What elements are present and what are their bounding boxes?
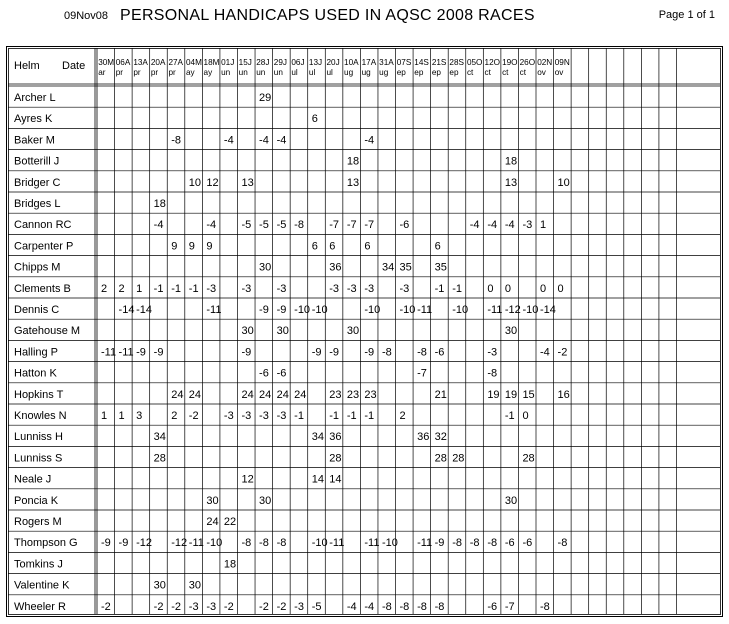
race-date-label: 21S	[431, 58, 447, 67]
handicap-cell: -8	[540, 600, 550, 613]
handicap-cell: -14	[136, 304, 153, 316]
helm-name: Lunniss H	[14, 431, 63, 444]
helm-name: Lunniss S	[14, 452, 63, 465]
handicap-cell: -7	[417, 367, 427, 380]
handicap-cell: -10	[522, 304, 539, 316]
handicap-cell: 19	[504, 388, 518, 401]
handicap-cell: -3	[188, 600, 199, 613]
helm-name: Knowles N	[14, 410, 67, 422]
helm-name: Gatehouse M	[14, 325, 81, 338]
handicap-cell: -1	[294, 410, 304, 422]
handicap-cell: -1	[346, 410, 357, 422]
helm-name: Clements B	[14, 282, 71, 295]
helm-name: Thompson G	[14, 537, 78, 550]
race-date-label: 28J	[256, 58, 270, 67]
race-date-label: ep	[414, 68, 424, 77]
handicap-cell: 24	[171, 388, 184, 401]
handicap-cell: 9	[171, 240, 178, 253]
handicap-cell: -6	[434, 346, 445, 359]
handicap-cell: -7	[504, 600, 515, 613]
handicap-cell: 35	[434, 261, 447, 274]
handicap-cell: -3	[276, 282, 287, 295]
handicap-cell: 12	[241, 473, 254, 486]
handicap-cell: -8	[241, 537, 252, 550]
handicap-cell: -9	[118, 537, 129, 550]
handicap-cell: -8	[171, 134, 182, 147]
handicap-cell: 1	[540, 219, 547, 232]
handicap-cell: -10	[294, 304, 311, 316]
handicap-cell: 30	[504, 494, 518, 507]
handicap-cell: -3	[399, 282, 410, 295]
handicap-cell: -4	[504, 219, 515, 232]
race-date-label: 17A	[361, 58, 377, 67]
handicap-cell: 30	[259, 494, 272, 507]
handicap-cell: 24	[294, 388, 307, 401]
handicap-cell: 24	[241, 388, 254, 401]
race-date-label: 06A	[115, 58, 131, 67]
handicap-cell: 36	[329, 261, 342, 274]
handicap-cell: -8	[434, 600, 445, 613]
race-date-label: 01J	[221, 58, 235, 67]
helm-header: Helm	[14, 60, 40, 72]
handicap-cell: -3	[276, 410, 287, 422]
handicap-cell: -6	[487, 600, 498, 613]
handicap-cell: -3	[329, 282, 340, 295]
handicap-cell: -1	[452, 282, 462, 295]
handicap-cell: 24	[206, 516, 219, 528]
handicap-cell: -12	[171, 537, 188, 550]
helm-name: Baker M	[14, 134, 55, 147]
helm-name: Botterill J	[14, 155, 60, 168]
handicap-cell: 36	[329, 431, 342, 444]
handicap-cell: -3	[241, 410, 252, 422]
handicap-cell: 0	[487, 282, 494, 295]
handicap-cell: 22	[223, 516, 237, 528]
handicap-cell: -14	[540, 304, 556, 316]
handicap-cell: -3	[259, 410, 269, 422]
race-date-label: pr	[150, 68, 159, 77]
handicap-cell: -10	[311, 304, 328, 316]
handicap-cell: 30	[206, 494, 219, 507]
handicap-cell: -1	[329, 410, 340, 422]
handicap-cell: -4	[223, 134, 234, 147]
handicap-cell: -8	[469, 537, 480, 550]
handicap-cell: -4	[153, 219, 164, 232]
race-date-label: ct	[466, 68, 474, 77]
race-date-label: ay	[186, 68, 195, 77]
handicap-cell: 13	[241, 176, 254, 189]
handicap-cell: 28	[522, 452, 535, 465]
handicap-cell: -2	[223, 600, 234, 613]
helm-name: Bridger C	[14, 176, 61, 189]
handicap-cell: -8	[381, 346, 392, 359]
race-date-label: 30M	[98, 58, 115, 67]
handicap-cell: 6	[311, 240, 318, 253]
race-date-label: ug	[361, 68, 371, 77]
handicap-cell: -1	[171, 282, 182, 295]
handicap-cell: 24	[276, 388, 289, 401]
race-date-label: ct	[519, 68, 527, 77]
handicap-cell: -1	[504, 410, 515, 422]
handicap-cell: -4	[206, 219, 217, 232]
handicap-cell: 2	[118, 282, 125, 295]
handicap-cell: -9	[241, 346, 252, 359]
handicap-cell: -3	[223, 410, 234, 422]
helm-name: Valentine K	[14, 579, 70, 592]
handicap-cell: -11	[417, 304, 433, 316]
handicap-cell: 0	[522, 410, 529, 422]
handicap-cell: -8	[276, 537, 287, 550]
handicap-cell: -10	[452, 304, 469, 316]
handicap-cell: 36	[417, 431, 430, 444]
handicap-cell: -6	[259, 367, 269, 380]
handicap-cell: 18	[223, 558, 237, 571]
race-date-label: 28S	[449, 58, 464, 67]
race-date-label: ov	[537, 68, 546, 77]
handicap-cell: 14	[311, 473, 324, 486]
handicap-cell: 30	[241, 325, 254, 338]
handicap-cell: 6	[311, 113, 318, 126]
handicap-cell: -4	[487, 219, 498, 232]
table-border-inner	[9, 49, 721, 615]
helm-name: Halling P	[14, 346, 59, 359]
race-date-label: 13A	[133, 58, 148, 67]
race-date-label: 19O	[502, 58, 518, 67]
handicap-cell: -5	[259, 219, 269, 232]
page-indicator: Page 1 of 1	[658, 9, 715, 21]
race-date-label: ct	[484, 68, 491, 77]
handicap-cell: -3	[487, 346, 498, 359]
handicap-cell: 2	[101, 282, 108, 295]
race-date-label: pr	[115, 68, 124, 77]
race-date-label: ct	[502, 68, 509, 77]
handicap-cell: 29	[259, 92, 272, 104]
handicap-cell: -3	[206, 600, 217, 613]
handicap-cell: -10	[381, 537, 398, 550]
date-header: Date	[62, 60, 86, 72]
handicap-cell: -7	[329, 219, 340, 232]
helm-name: Ayres K	[14, 113, 53, 126]
race-date-label: ep	[431, 68, 441, 77]
race-date-label: ep	[449, 68, 459, 77]
handicap-cell: 32	[434, 431, 447, 444]
handicap-cell: -1	[434, 282, 445, 295]
handicap-cell: 28	[329, 452, 342, 465]
handicap-cell: -8	[259, 537, 269, 550]
helm-name: Archer L	[14, 92, 56, 104]
handicap-cell: -9	[276, 304, 287, 316]
handicap-cell: -11	[487, 304, 503, 316]
race-date-label: 05O	[466, 58, 483, 67]
handicap-cell: 30	[153, 579, 166, 592]
handicap-cell: -2	[101, 600, 111, 613]
helm-name: Wheeler R	[14, 600, 66, 613]
handicap-cell: -2	[171, 600, 182, 613]
handicap-cell: -8	[557, 537, 568, 550]
race-date-label: ul	[291, 68, 298, 77]
handicap-cell: 6	[329, 240, 336, 253]
race-date-label: ug	[379, 68, 389, 77]
race-date-label: 27A	[168, 58, 184, 67]
handicap-cell: -12	[504, 304, 521, 316]
handicap-cell: 30	[276, 325, 289, 338]
handicap-cell: 0	[504, 282, 512, 295]
race-date-label: 12O	[484, 58, 501, 67]
handicap-cell: 18	[153, 198, 166, 210]
handicap-cell: -6	[399, 219, 410, 232]
report-header	[0, 0, 729, 40]
handicap-cell: -4	[346, 600, 357, 613]
handicap-cell: -4	[364, 134, 375, 147]
handicap-cell: -4	[276, 134, 287, 147]
handicap-cell: -14	[118, 304, 135, 316]
handicap-cell: -5	[241, 219, 252, 232]
handicap-cell: -3	[206, 282, 217, 295]
helm-name: Hopkins T	[14, 388, 64, 401]
handicap-cell: -11	[188, 537, 204, 550]
handicap-cell: -8	[399, 600, 410, 613]
handicap-cell: 6	[364, 240, 371, 253]
helm-name: Tomkins J	[14, 558, 63, 571]
handicap-cell: 1	[136, 282, 143, 295]
race-date-label: 29J	[273, 58, 288, 67]
handicap-cell: -4	[540, 346, 550, 359]
race-date-label: 14S	[414, 58, 429, 67]
race-date-label: 06J	[291, 58, 305, 67]
handicap-cell: -4	[259, 134, 269, 147]
race-date-label: un	[238, 68, 248, 77]
handicap-cell: 18	[346, 155, 360, 168]
handicap-cell: -9	[101, 537, 111, 550]
handicap-cell: -1	[153, 282, 164, 295]
handicap-cell: -9	[153, 346, 164, 359]
handicap-cell: -4	[364, 600, 375, 613]
race-date-label: un	[256, 68, 266, 77]
race-date-label: 18M	[203, 58, 220, 67]
handicap-cell: -8	[294, 219, 304, 232]
handicap-cell: -9	[329, 346, 340, 359]
handicap-cell: 13	[504, 176, 518, 189]
helm-name: Rogers M	[14, 516, 62, 528]
handicap-cell: 9	[206, 240, 213, 253]
race-date-label: ar	[98, 68, 106, 77]
race-date-label: ug	[344, 68, 354, 77]
handicap-cell: 0	[557, 282, 564, 295]
handicap-cell: -5	[311, 600, 322, 613]
handicap-cell: 6	[434, 240, 441, 253]
handicap-cell: 24	[188, 388, 202, 401]
handicap-cell: 2	[399, 410, 406, 422]
race-date-label: pr	[168, 68, 176, 77]
handicap-cell: -9	[364, 346, 375, 359]
handicap-cell: -3	[346, 282, 357, 295]
handicap-cell: 30	[346, 325, 360, 338]
handicap-cell: -9	[434, 537, 445, 550]
handicap-cell: -1	[188, 282, 199, 295]
race-date-label: 07S	[396, 58, 412, 67]
handicap-cell: -8	[381, 600, 392, 613]
race-date-label: pr	[133, 68, 141, 77]
handicap-cell: -12	[136, 537, 153, 550]
handicap-cell: -11	[364, 537, 380, 550]
handicap-cell: -11	[417, 537, 433, 550]
race-date-label: 20A	[150, 58, 166, 67]
handicap-cell: -3	[364, 282, 375, 295]
helm-name: Poncia K	[14, 494, 59, 507]
handicap-cell: -7	[364, 219, 375, 232]
handicap-cell: 3	[136, 410, 143, 422]
handicap-cell: -9	[311, 346, 322, 359]
handicap-cell: -11	[329, 537, 345, 550]
handicap-cell: -9	[259, 304, 269, 316]
race-date-label: un	[273, 68, 283, 77]
handicap-cell: 2	[171, 410, 178, 422]
report-date: 09Nov08	[64, 10, 109, 22]
helm-name: Hatton K	[14, 367, 57, 380]
handicap-cell: -7	[346, 219, 357, 232]
handicap-cell: 23	[346, 388, 360, 401]
handicap-cell: 24	[259, 388, 272, 401]
race-date-label: 15J	[238, 58, 252, 67]
handicap-cell: -11	[118, 346, 134, 359]
handicap-cell: 34	[381, 261, 395, 274]
handicap-cell: 18	[504, 155, 518, 168]
handicap-cell: 0	[540, 282, 547, 295]
handicap-cell: -4	[469, 219, 480, 232]
handicap-cell: -8	[417, 346, 427, 359]
race-date-label: 26O	[519, 58, 536, 67]
race-date-label: 10A	[344, 58, 359, 67]
handicap-cell: -2	[153, 600, 164, 613]
helm-name: Bridges L	[14, 198, 61, 210]
handicap-cell: -2	[259, 600, 269, 613]
handicap-cell: 10	[188, 176, 202, 189]
handicap-cell: -8	[452, 537, 462, 550]
handicap-cell: 9	[188, 240, 195, 253]
helm-name: Chipps M	[14, 261, 61, 274]
report-title: PERSONAL HANDICAPS USED IN AQSC 2008 RACES	[120, 7, 535, 24]
handicap-cell: -3	[522, 219, 533, 232]
race-date-label: ul	[326, 68, 333, 77]
handicap-cell: -3	[294, 600, 304, 613]
handicap-cell: -11	[101, 346, 117, 359]
handicap-cell: -10	[206, 537, 223, 550]
handicap-cell: -6	[504, 537, 515, 550]
handicap-cell: 14	[329, 473, 342, 486]
race-date-label: 13J	[308, 58, 323, 67]
helm-name: Dennis C	[14, 304, 60, 316]
handicap-cell: -1	[364, 410, 375, 422]
handicap-cell: -6	[276, 367, 287, 380]
handicap-cell: -5	[276, 219, 287, 232]
handicap-cell: 1	[101, 410, 108, 422]
handicap-cell: 15	[522, 388, 535, 401]
handicap-cell: 10	[557, 176, 570, 189]
helm-name: Neale J	[14, 473, 52, 486]
race-date-label: ov	[554, 68, 564, 77]
handicap-cell: -6	[522, 537, 533, 550]
handicap-cell: -2	[188, 410, 199, 422]
handicap-cell: -2	[557, 346, 568, 359]
race-date-label: ul	[308, 68, 316, 77]
handicap-cell: 35	[399, 261, 412, 274]
race-date-label: ay	[203, 68, 213, 77]
handicap-cell: -10	[399, 304, 416, 316]
handicap-cell: 13	[346, 176, 360, 189]
handicap-cell: -8	[417, 600, 427, 613]
handicap-cell: -10	[311, 537, 328, 550]
handicap-cell: -9	[136, 346, 146, 359]
race-date-label: 31A	[379, 58, 394, 67]
handicap-cell: 21	[434, 388, 447, 401]
handicap-cell: 1	[118, 410, 125, 422]
race-date-label: 02N	[537, 58, 553, 67]
handicap-cell: -3	[241, 282, 252, 295]
handicap-cell: 12	[206, 176, 219, 189]
handicap-cell: -2	[276, 600, 287, 613]
handicap-cell: -11	[206, 304, 222, 316]
handicap-cell: -8	[487, 537, 498, 550]
handicap-cell: 23	[329, 388, 342, 401]
race-date-label: ep	[396, 68, 406, 77]
race-date-label: 09N	[554, 58, 570, 67]
handicap-cell: -10	[364, 304, 381, 316]
race-date-label: 04M	[186, 58, 202, 67]
race-date-label: 20J	[326, 58, 340, 67]
race-date-label: un	[221, 68, 231, 77]
handicap-cell: 28	[153, 452, 166, 465]
handicap-cell: 19	[487, 388, 500, 401]
handicap-cell: 34	[311, 431, 324, 444]
handicap-table	[6, 46, 724, 618]
handicap-cell: 30	[504, 325, 518, 338]
handicap-cell: 28	[434, 452, 447, 465]
handicap-cell: 30	[259, 261, 272, 274]
handicap-cell: 23	[364, 388, 377, 401]
helm-name: Carpenter P	[14, 240, 74, 253]
handicap-cell: 16	[557, 388, 570, 401]
handicap-cell: -8	[487, 367, 498, 380]
handicap-cell: 28	[452, 452, 465, 465]
handicap-cell: 34	[153, 431, 166, 444]
handicap-cell: 30	[188, 579, 202, 592]
helm-name: Cannon RC	[14, 219, 72, 232]
